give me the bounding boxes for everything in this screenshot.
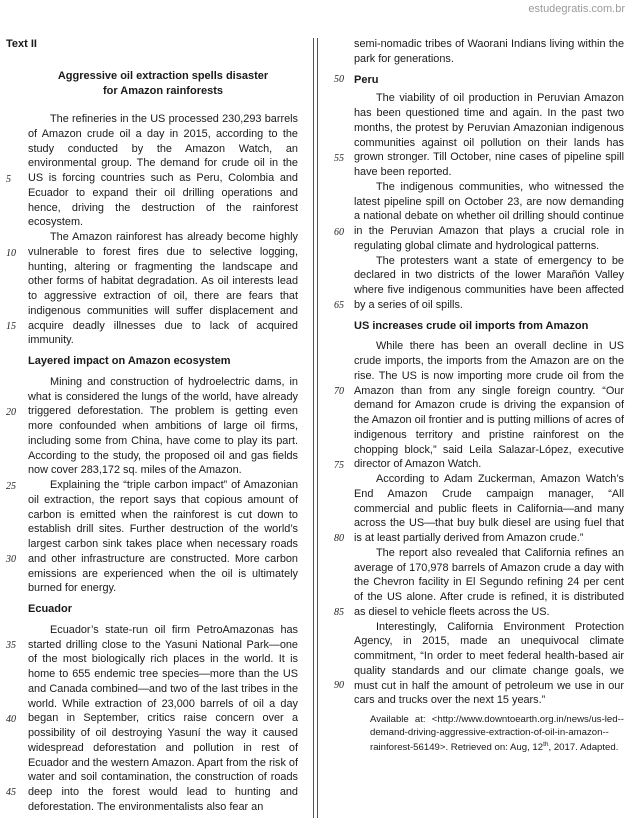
line-number-90: 90: [334, 680, 344, 691]
line-number-65: 65: [334, 300, 344, 311]
paragraph-6: The viability of oil production in Peruvian Amazon has been questioned time and again. In the past two months, the protest by Peruvian Amazonian indigenous communities against oil pollution on their lands has grown stronger. Till October, nine cases of pipeline spill have been reported.: [354, 92, 624, 178]
column-divider-right: [317, 38, 318, 818]
left-column: [28, 69, 298, 815]
paragraph-2: The Amazon rainforest has already become highly vulnerable to forest fires due to selective logging, hunting, altering or fragmenting the landscape and other forms of habitat degradation. As oil interests lead to aggressive extraction of oil, there are fears that indigenous communities will suffer displacement and acquire deadly illnesses due to lack of acquired immunity.: [28, 231, 298, 347]
paragraph-10: According to Adam Zuckerman, Amazon Watch’s End Amazon Crude campaign manager, “All commercial and public fleets in California—and many across the US—that buy bulk diesel are using fuel that is at least partially derived from Amazon crude.”: [354, 473, 624, 544]
line-number-80: 80: [334, 533, 344, 544]
line-number-50: 50: [334, 74, 344, 85]
site-watermark: estudegratis.com.br: [528, 3, 625, 15]
source-reference: Available at: <http://www.downtoearth.org.in/news/us-led--demand-driving-aggressive-extraction-of-oil-in-amazon--rainforest-56149>. Retrieved on: Aug, 12th, 2017. Adapted.: [370, 714, 624, 754]
paragraph-5-continued: semi-nomadic tribes of Waorani Indians living within the park for generations.: [354, 38, 624, 65]
paragraph-7: The indigenous communities, who witnessed the latest pipeline spill on October 23, are now demanding a national debate on whether oil drilling should continue in the Peruvian Amazon that plays a crucial role in regulating global climate and hydrological patterns.: [354, 180, 624, 252]
article-title-line2: for Amazon rainforests: [102, 84, 223, 97]
line-number-70: 70: [334, 386, 344, 397]
line-number-25: 25: [6, 481, 16, 492]
line-number-35: 35: [6, 640, 16, 651]
line-number-75: 75: [334, 460, 344, 471]
paragraph-12: Interestingly, California Environment Protection Agency, in 2015, made an unequivocal climate commitment, “In order to meet federal health-based air quality standards and our climate change goals, we must cut in half the amount of petroleum we use in our cars and trucks over the next 15 years.”: [354, 620, 624, 707]
paragraph-5: Ecuador’s state-run oil firm PetroAmazonas has started drilling close to the Yasuni National Park—one of the most biologically rich places in the world. It is home to 655 endemic tree species—more than the US and Canada combined—and two of the last tribes in the world. While extraction of 23,000 barrels of oil a day began in September, critics raise concern over a possibility of oil destroying Yasuní the way it caused widespread deforestation and pollution in rest of Ecuador and the western Amazon. Apart from the risk of water and soil contamination, the construction of roads deep into the forest would lead to hunting and deforestation. The environmentalists also fear an: [28, 623, 298, 813]
line-number-60: 60: [334, 227, 344, 238]
line-number-85: 85: [334, 607, 344, 618]
column-divider-left: [313, 38, 314, 818]
heading-ecuador: Ecuador: [28, 603, 73, 615]
line-number-10: 10: [6, 248, 16, 259]
paragraph-1: The refineries in the US processed 230,293 barrels of Amazon crude oil a day in 2015, according to the study conducted by the Amazon Watch, an environmental group. The demand for crude oil in the US is forcing countries such as Peru, Colombia and Ecuador to expand their oil drilling operations and hence, driving the destruction of the rainforest ecosystem.: [28, 113, 298, 229]
paragraph-9: While there has been an overall decline in US crude imports, the imports from the Amazon are on the rise. The US is now importing more crude oil from the Amazon than from any single foreign country. “Our demand for Amazon crude is driving the expansion of the Amazon oil frontier and is putting millions of acres of indigenous territory and pristine rainforest on the chopping block,” said Leila Salazar-López, executive director of Amazon Watch.: [354, 340, 624, 471]
line-number-30: 30: [6, 554, 16, 565]
paragraph-11: The report also revealed that California refines an average of 170,978 barrels of Amazon crude a day with the Chevron facility in El Segundo refining 24 per cent of the US alone. After crude is refined, it is distributed as diesel to vehicle fleets across the US.: [354, 546, 624, 618]
line-number-40: 40: [6, 714, 16, 725]
heading-peru: Peru: [354, 73, 379, 86]
paragraph-4: Explaining the “triple carbon impact” of Amazonian oil extraction, the report says that copious amount of carbon is emitted when the rainforest is cut down to establish drill sites. Further destruction of the world’s largest carbon sink takes place when necessary roads and other infrastructure are constructed. More carbon emissions are experienced when the oil is ultimately burned for energy.: [28, 479, 298, 595]
line-number-20: 20: [6, 407, 16, 418]
section-label: Text II: [6, 38, 37, 50]
heading-layered-impact: Layered impact on Amazon ecosystem: [28, 355, 231, 367]
line-number-55: 55: [334, 153, 344, 164]
line-number-5: 5: [6, 174, 11, 185]
line-number-15: 15: [6, 321, 16, 332]
right-column: [354, 37, 624, 755]
article-title-line1: Aggressive oil extraction spells disaster: [57, 70, 269, 82]
heading-us-imports: US increases crude oil imports from Amazon: [354, 319, 589, 332]
paragraph-8: The protesters want a state of emergency to be declared in two districts of the lower Marañón Valley where five indigenous communities have been affected by a series of oil spills.: [354, 254, 624, 311]
line-number-45: 45: [6, 787, 16, 798]
paragraph-3: Mining and construction of hydroelectric dams, in what is considered the lungs of the world, have already triggered deforestation. The problem is getting even more confounded when ambitions of large oil firms, including some from China, have come to play its part. According to the study, the proposed oil and gas fields now cover 283,172 sq. miles of the Amazon.: [28, 375, 298, 477]
